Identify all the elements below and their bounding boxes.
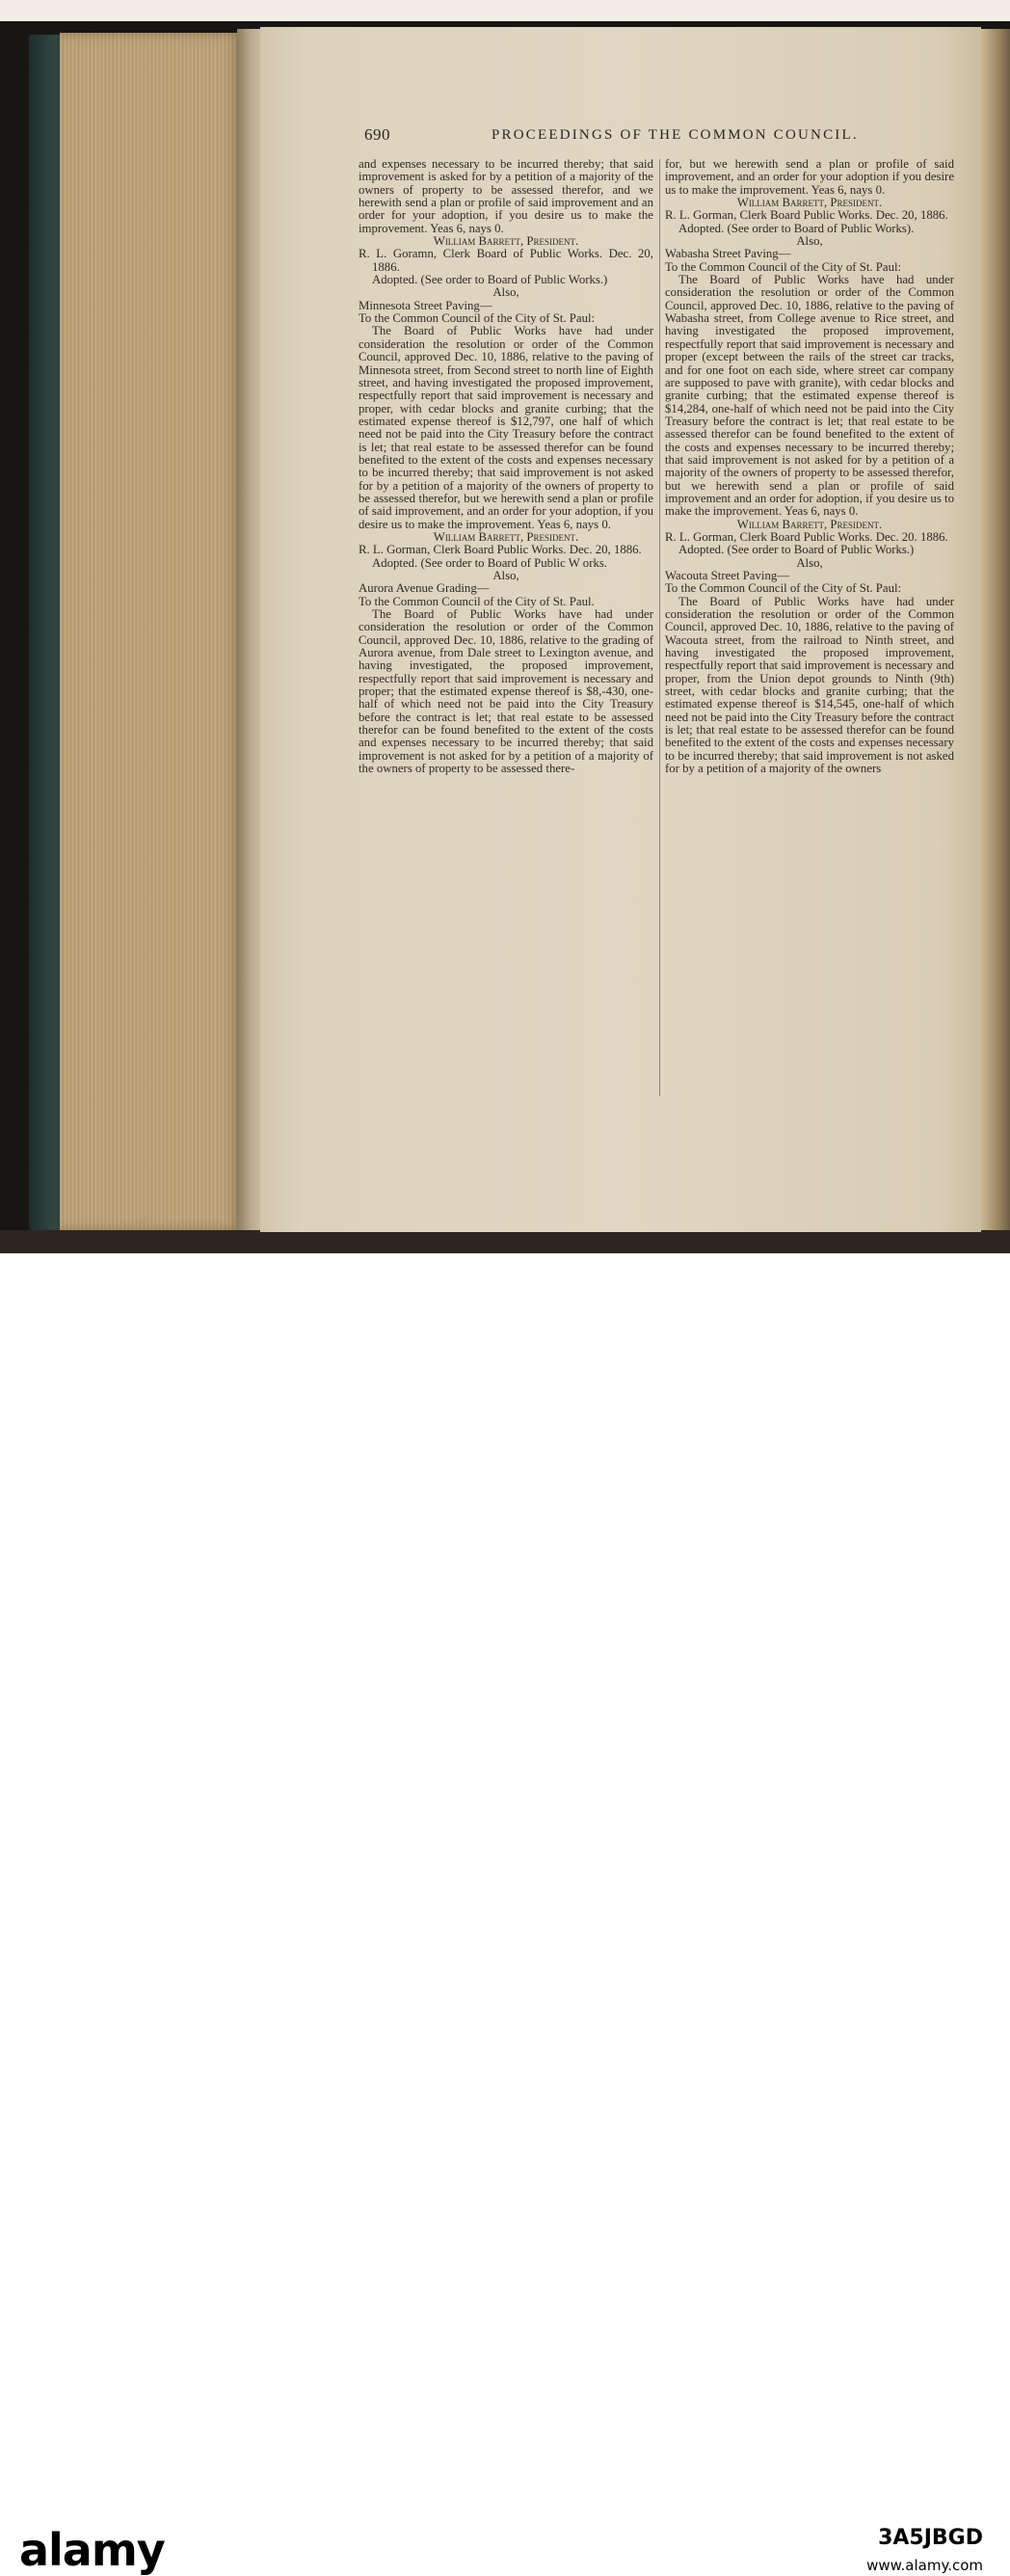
- facing-page-edge: [981, 29, 1010, 1230]
- page-number: 690: [364, 125, 390, 144]
- top-band: [0, 0, 1010, 21]
- right-column-paragraph: R. L. Gorman, Clerk Board Public Works. Dec. 20, 1886.: [665, 208, 948, 223]
- column-divider: [659, 159, 660, 1096]
- left-column-paragraph: To the Common Council of the City of St. Paul.: [359, 594, 595, 608]
- left-column-paragraph: R. L. Gorman, Clerk Board Public Works. Dec. 20, 1886.: [359, 543, 642, 557]
- left-column-paragraph: Also,: [492, 569, 519, 582]
- left-column-paragraph: Aurora Avenue Grading—: [359, 581, 490, 596]
- right-column-paragraph: The Board of Public Works have had under consideration the resolution or order of the Common Council, approved Dec. 10, 1886, relative to the paving of Wabasha street, from College avenue to Rice street, and having investigated the proposed improvement, respectfully report that said improvement is necessary and proper (except between the rails of the street car tracks, and for one foot on each side, where street car company are supposed to pave with granite), with cedar blocks and granite curbing; that the estimated expense thereof is $14,284, one-half of which need not be paid into the City Treasury before the contract is let; that real estate to be assessed therefor can be found benefited to the extent of the costs and expenses necessary to be incurred thereby; that said improvement is not asked for by a petition of a majority of the owners of property to be assessed therefor, but we herewith send a plan or profile of said improvement and an order for adoption, if you desire us to make the improvement. Yeas 6, nays 0.: [665, 273, 954, 519]
- bottom-band: [0, 1230, 1010, 1253]
- left-column-paragraph: Adopted. (See order to Board of Public W orks.: [372, 555, 608, 570]
- right-column-paragraph: Adopted. (See order to Board of Public Works).: [678, 221, 915, 235]
- left-column-paragraph: and expenses necessary to be incurred thereby; that said improvement is asked for by a petition of a majority of the owners of property to be assessed therefor, and we herewith send a plan or profile of said improvement and an order for your adoption, if you desire us to make the improvement. Yeas 6, nays 0.: [359, 157, 653, 235]
- image-id: 3A5JBGD: [878, 2526, 983, 2550]
- right-column-paragraph: R. L. Gorman, Clerk Board Public Works. Dec. 20. 1886.: [665, 529, 948, 544]
- right-column-paragraph: William Barrett, President.: [736, 196, 883, 210]
- left-text-column: [359, 158, 653, 776]
- right-text-column: [665, 158, 954, 776]
- right-column-paragraph: Also,: [796, 555, 823, 570]
- left-column-paragraph: R. L. Goramn, Clerk Board of Public Works. Dec. 20, 1886.: [359, 247, 653, 274]
- page-title: PROCEEDINGS OF THE COMMON COUNCIL.: [492, 127, 859, 143]
- left-column-paragraph: The Board of Public Works have had under consideration the resolution or order of the Common Council, approved Dec. 10, 1886, relative to the grading of Aurora avenue, from Dale street to Lexington avenue, and having investigated, the proposed improvement, respectfully report that said improvement is necessary and proper; that the estimated expense thereof is $8,-430, one-half of which need not be paid into the City Treasury before the contract is let; that real estate to be assessed therefor can be found benefited to the extent of the costs and expenses necessary to be incurred thereby; that said improvement is not asked for by a petition of a majority of the owners of property to be assessed there-: [359, 607, 653, 776]
- right-column-paragraph: Also,: [796, 234, 823, 249]
- left-column-paragraph: The Board of Public Works have had under consideration the resolution or order of the Common Council, approved Dec. 10, 1886, relative to the paving of Minnesota street, from Second street to north line of Eighth street, and having investigated the proposed improvement, respectfully report that said improvement is necessary and proper, with cedar blocks and granite curbing; that the estimated expense thereof is $12,797, one half of which need not be paid into the City Treasury before the contract is let; that real estate to be assessed therefor can be found benefited to the extent of the costs and expenses necessary to be incurred thereby; that said improvement is not asked for by a petition of a majority of the owners of property to be assessed therefor, but we herewith send a plan or profile of said improvement, and an order for your adoption, if you desire us to make the improvement. Yeas 6, nays 0.: [359, 324, 653, 531]
- right-column-paragraph: Wacouta Street Paving—: [665, 569, 790, 582]
- left-column-paragraph: To the Common Council of the City of St. Paul:: [359, 311, 596, 326]
- left-column-paragraph: Also,: [492, 285, 519, 300]
- left-column-paragraph: William Barrett, President.: [433, 529, 579, 544]
- right-column-paragraph: The Board of Public Works have had under consideration the resolution or order of the Common Council, approved Dec. 10, 1886, relative to the paving of Wacouta street, from the railroad to Ninth street, and having investigated the proposed improvement, respectfully report that said improvement is necessary and proper, from the Union depot grounds to Ninth (9th) street, with cedar blocks and granite curbing; that the estimated expense thereof is $14,545, one-half of which need not be paid into the City Treasury before the contract is let; that real estate to be assessed therefor can be found benefited to the extent of the costs and expenses necessary to be incurred thereby; that said improvement is not asked for by a petition of a majority of the owners: [665, 594, 954, 776]
- left-column-paragraph: William Barrett, President.: [433, 234, 579, 249]
- page-block-edges: [60, 33, 243, 1230]
- site-url: www.alamy.com: [866, 2557, 983, 2574]
- brand-logo: alamy: [19, 2524, 165, 2576]
- right-column-paragraph: for, but we herewith send a plan or profile of said improvement, and an order for your adoption if you desire us to make the improvement. Yeas 6, nays 0.: [665, 157, 954, 197]
- right-column-paragraph: To the Common Council of the City of St. Paul:: [665, 581, 902, 596]
- right-column-paragraph: Adopted. (See order to Board of Public Works.): [678, 543, 915, 557]
- watermark-footer: [0, 1253, 1010, 2576]
- right-column-paragraph: To the Common Council of the City of St. Paul:: [665, 259, 902, 274]
- running-head: [364, 125, 952, 148]
- photo-scene: [0, 0, 1010, 1253]
- left-column-paragraph: Adopted. (See order to Board of Public Works.): [372, 273, 608, 287]
- right-column-paragraph: William Barrett, President.: [736, 517, 883, 531]
- right-column-paragraph: Wabasha Street Paving—: [665, 247, 791, 261]
- left-column-paragraph: Minnesota Street Paving—: [359, 298, 492, 312]
